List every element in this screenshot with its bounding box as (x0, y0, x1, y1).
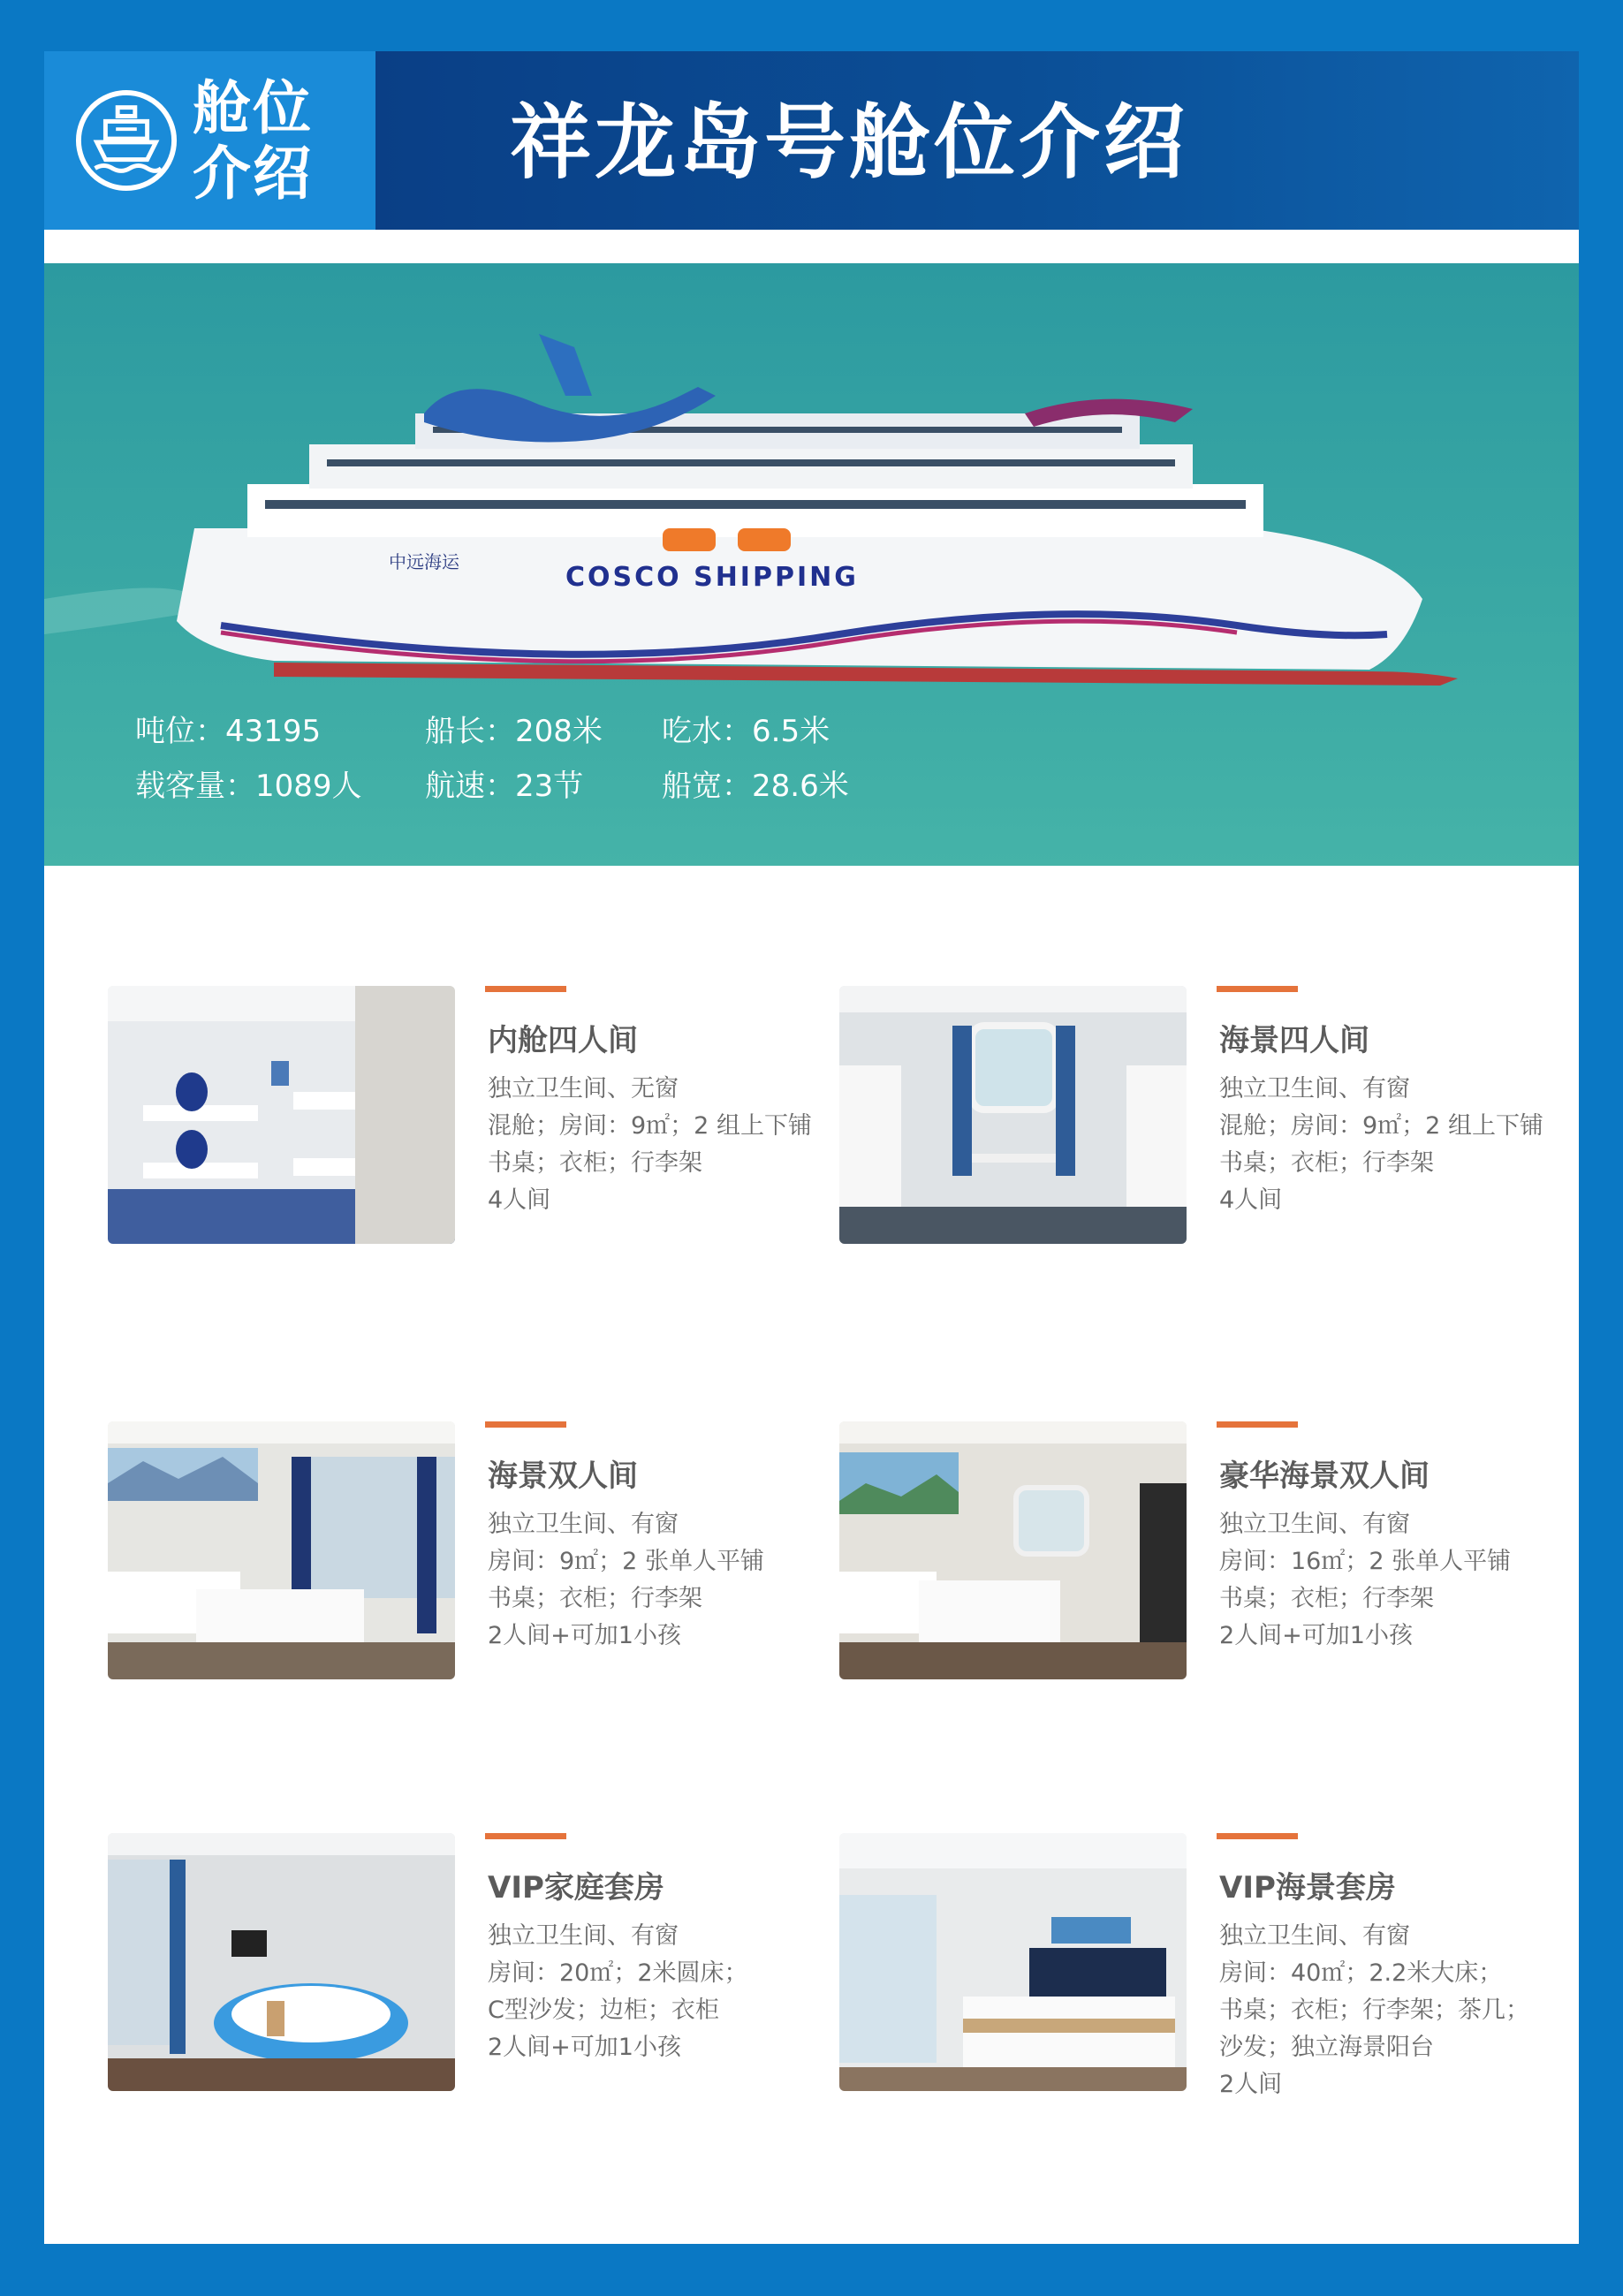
accent-bar (1217, 986, 1298, 992)
room-details (1219, 1506, 1511, 1655)
spec-draft: 吃水：6.5米 (662, 714, 830, 749)
room-photo-vip-family (108, 1833, 455, 2091)
room-card (839, 1421, 1564, 1686)
room-detail-line: 书桌；衣柜；行李架 (488, 1149, 702, 1177)
room-detail-line: C型沙发；边柜；衣柜 (488, 1997, 719, 2024)
room-detail-line: 2人间+可加1小孩 (488, 1622, 681, 1649)
page-title: 祥龙岛号舱位介绍 (510, 95, 1189, 190)
room-photo-vip-seaview (839, 1833, 1187, 2091)
room-photo-inner-quad (108, 986, 455, 1244)
room-detail-line: 独立卫生间、有窗 (1219, 1511, 1410, 1538)
header (44, 51, 1579, 230)
title-bar (375, 51, 1579, 230)
room-detail-line: 房间：20㎡；2米圆床； (488, 1959, 748, 1987)
accent-bar (1217, 1421, 1298, 1428)
room-card (839, 986, 1564, 1251)
room-detail-line: 4人间 (1219, 1186, 1283, 1214)
logo-text (193, 76, 360, 207)
room-details (488, 1918, 748, 2066)
room-detail-line: 独立卫生间、有窗 (1219, 1922, 1410, 1950)
room-detail-line: 独立卫生间、有窗 (1219, 1075, 1410, 1103)
room-name: 豪华海景双人间 (1219, 1459, 1430, 1494)
room-detail-line: 4人间 (488, 1186, 551, 1214)
room-detail-line: 书桌；衣柜；行李架；茶几； (1219, 1997, 1529, 2024)
hull-text-cn: 中远海运 (389, 551, 459, 572)
room-detail-line: 沙发；独立海景阳台 (1219, 2034, 1434, 2061)
room-name: 内舱四人间 (488, 1023, 638, 1058)
room-detail-line: 2人间+可加1小孩 (488, 2034, 681, 2061)
room-detail-line: 书桌；衣柜；行李架 (1219, 1149, 1434, 1177)
accent-bar (485, 1421, 566, 1428)
room-details (1219, 1071, 1543, 1219)
room-detail-line: 混舱；房间：9㎡；2 组上下铺 (1219, 1112, 1543, 1140)
accent-bar (485, 986, 566, 992)
spec-length: 船长：208米 (425, 714, 603, 749)
room-details (488, 1506, 764, 1655)
room-photo-seaview-quad (839, 986, 1187, 1244)
room-photo-deluxe-twin (839, 1421, 1187, 1679)
room-detail-line: 混舱；房间：9㎡；2 组上下铺 (488, 1112, 812, 1140)
room-photo-seaview-twin (108, 1421, 455, 1679)
room-name: 海景四人间 (1219, 1023, 1369, 1058)
room-detail-line: 书桌；衣柜；行李架 (488, 1585, 702, 1612)
room-detail-line: 房间：9㎡；2 张单人平铺 (488, 1548, 764, 1575)
page (44, 51, 1579, 2244)
room-detail-line: 书桌；衣柜；行李架 (1219, 1585, 1434, 1612)
ship-hero-image (44, 263, 1579, 866)
logo-text-line1: 舱位 (193, 74, 313, 142)
hull-text-en: COSCO SHIPPING (565, 562, 859, 593)
spec-passengers: 载客量：1089人 (135, 769, 362, 804)
room-detail-line: 房间：40㎡；2.2米大床； (1219, 1959, 1503, 1987)
logo-block (44, 51, 375, 230)
room-name: 海景双人间 (488, 1459, 638, 1494)
room-detail-line: 独立卫生间、有窗 (488, 1922, 679, 1950)
room-details (488, 1071, 812, 1219)
room-detail-line: 独立卫生间、有窗 (488, 1511, 679, 1538)
room-detail-line: 独立卫生间、无窗 (488, 1075, 679, 1103)
room-card (108, 986, 832, 1251)
room-detail-line: 2人间+可加1小孩 (1219, 1622, 1413, 1649)
room-card (108, 1421, 832, 1686)
spec-beam: 船宽：28.6米 (662, 769, 849, 804)
room-details (1219, 1918, 1529, 2103)
room-detail-line: 房间：16㎡；2 张单人平铺 (1219, 1548, 1512, 1575)
room-detail-line: 2人间 (1219, 2071, 1283, 2098)
logo-text-line2: 介绍 (193, 140, 313, 208)
spec-tonnage: 吨位：43195 (135, 714, 322, 749)
spec-speed: 航速：23节 (425, 769, 584, 804)
room-card (839, 1833, 1564, 2098)
accent-bar (485, 1833, 566, 1839)
room-name: VIP家庭套房 (488, 1870, 664, 1906)
accent-bar (1217, 1833, 1298, 1839)
ship-icon (74, 88, 178, 193)
room-name: VIP海景套房 (1219, 1870, 1396, 1906)
room-card (108, 1833, 832, 2098)
